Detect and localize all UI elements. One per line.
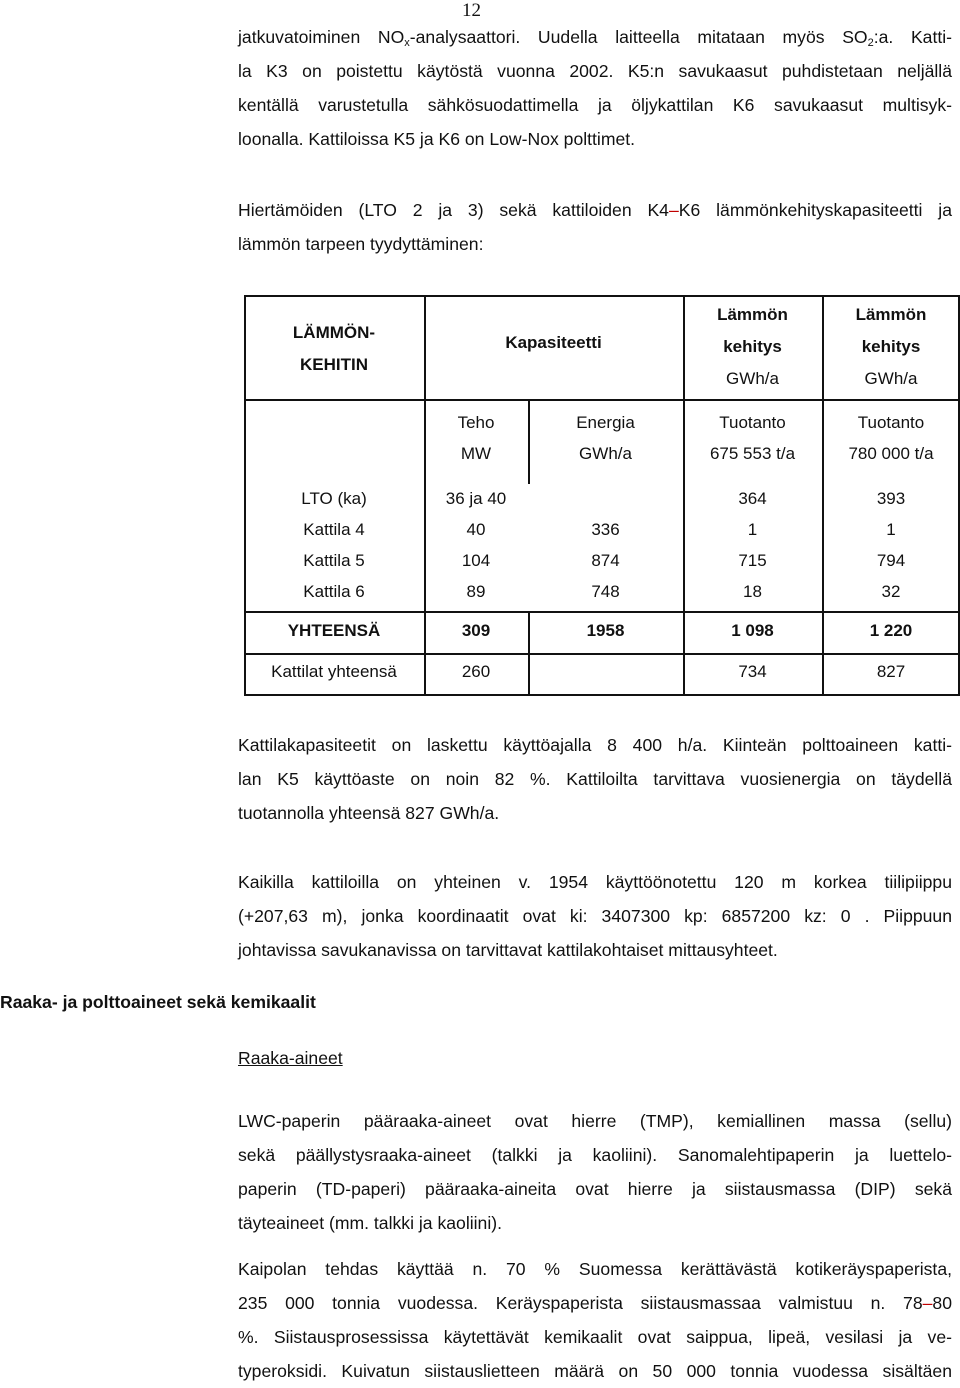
subheading-raaka-aineet: Raaka-aineet — [238, 1048, 343, 1068]
header-kapasiteetti: Kapasiteetti — [505, 333, 602, 352]
raw1-line-3: paperin (TD-paperi) pääraaka-aineita ovat hierre ja siistausmassa (DIP) sekä — [238, 1179, 952, 1199]
capacity-line-1: Kattilakapasiteetit on laskettu käyttöajalla 8 400 h/a. Kiinteän polttoaineen katti- — [238, 735, 952, 755]
capacity-line-2: lan K5 käyttöaste on noin 82 %. Kattiloilta tarvittava vuosienergia on täydellä — [238, 769, 952, 789]
raw1-line-2: sekä päällystysraaka-aineet (talkki ja kaoliini). Sanomalehtipaperin ja luettelo- — [238, 1145, 952, 1165]
recycled-paper-paragraph — [238, 1252, 952, 1388]
subheader-col4: Tuotanto 780 000 t/a — [848, 413, 934, 463]
page-number: 12 — [462, 0, 481, 21]
header-lammonkehitin: LÄMMÖN- KEHITIN — [292, 323, 376, 374]
table-lead-paragraph — [238, 193, 952, 261]
raw1-line-1: LWC-paperin pääraaka-aineet ovat hierre (TMP), kemiallinen massa (sellu) — [238, 1111, 952, 1131]
capacity-line-3: tuotannolla yhteensä 827 GWh/a. — [238, 803, 500, 823]
intro-paragraph — [238, 20, 952, 156]
intro-line-2: la K3 on poistettu käytöstä vuonna 2002. K5:n savukaasut puhdistetaan neljällä — [238, 61, 952, 81]
chimney-line-1: Kaikilla kattiloilla on yhteinen v. 1954 käyttöönotettu 120 m korkea tiilipiippu — [238, 872, 952, 892]
chimney-paragraph — [238, 865, 952, 967]
section-heading: Raaka- ja polttoaineet sekä kemikaalit — [0, 992, 316, 1012]
raw-materials-paragraph — [238, 1104, 952, 1240]
header-col4: Lämmön kehitys GWh/a — [855, 305, 927, 388]
header-col3: Lämmön kehitys GWh/a — [717, 305, 788, 388]
capacity-note-paragraph — [238, 728, 952, 830]
heat-capacity-table: LÄMMÖN- KEHITIN Kapasiteetti Lämmön kehitys GWh/a Lämmön kehitys GWh/a Teho MW Energia GWh/a Tuotanto 675 553 t/a Tuotanto 780 000 t/a LTO (ka) 36 ja 40 364 393 Kattila 4 40 336 1 1 Kattila 5 104 874 715 794 Kattila 6 89 748 18 32 YHTEENSÄ 309 1958 1 098 1 220 Kattilat yhteensä 260 734 827 — [244, 295, 960, 696]
lead-line-2: lämmön tarpeen tyydyttäminen: — [238, 234, 484, 254]
raw2-line-4: typeroksidi. Kuivatun siistauslietteen määrä on 50 000 tonnia vuodessa sisältäen — [238, 1361, 952, 1381]
raw2-line-3: %. Siistausprosessissa käytettävät kemikaalit ovat saippua, lipeä, vesilasi ja ve- — [238, 1327, 952, 1347]
raw1-line-4: täyteaineet (mm. talkki ja kaoliini). — [238, 1213, 503, 1233]
subheader-energia: Energia GWh/a — [576, 413, 635, 463]
chimney-line-2: (+207,63 m), jonka koordinaatit ovat ki: 3407300 kp: 6857200 kz: 0 . Piippuun — [238, 906, 952, 926]
chimney-line-3: johtavissa savukanavissa on tarvittavat kattilakohtaiset mittausyhteet. — [238, 940, 778, 960]
raw2-line-1: Kaipolan tehdas käyttää n. 70 % Suomessa kerättävästä kotikeräyspaperista, — [238, 1259, 952, 1279]
subheader-teho: Teho MW — [457, 413, 495, 463]
lead-line-1: Hiertämöiden (LTO 2 ja 3) sekä kattiloiden K4–K6 lämmönkehityskapasiteetti ja — [238, 200, 952, 220]
intro-line-1: jatkuvatoiminen $NO_x$-analysaattori. Uudella laitteella mitataan myös $SO_2:a$. Katti- — [238, 27, 953, 49]
subheader-col3: Tuotanto 675 553 t/a — [709, 413, 796, 463]
intro-line-4: loonalla. Kattiloissa K5 ja K6 on Low-Nox polttimet. — [238, 129, 636, 149]
raw2-line-2: 235 000 tonnia vuodessa. Keräyspaperista siistausmassaa valmistuu n. 78–80 — [238, 1293, 952, 1313]
intro-line-3: kentällä varustetulla sähkösuodattimella ja öljykattilan K6 savukaasut multisyk- — [238, 95, 952, 115]
